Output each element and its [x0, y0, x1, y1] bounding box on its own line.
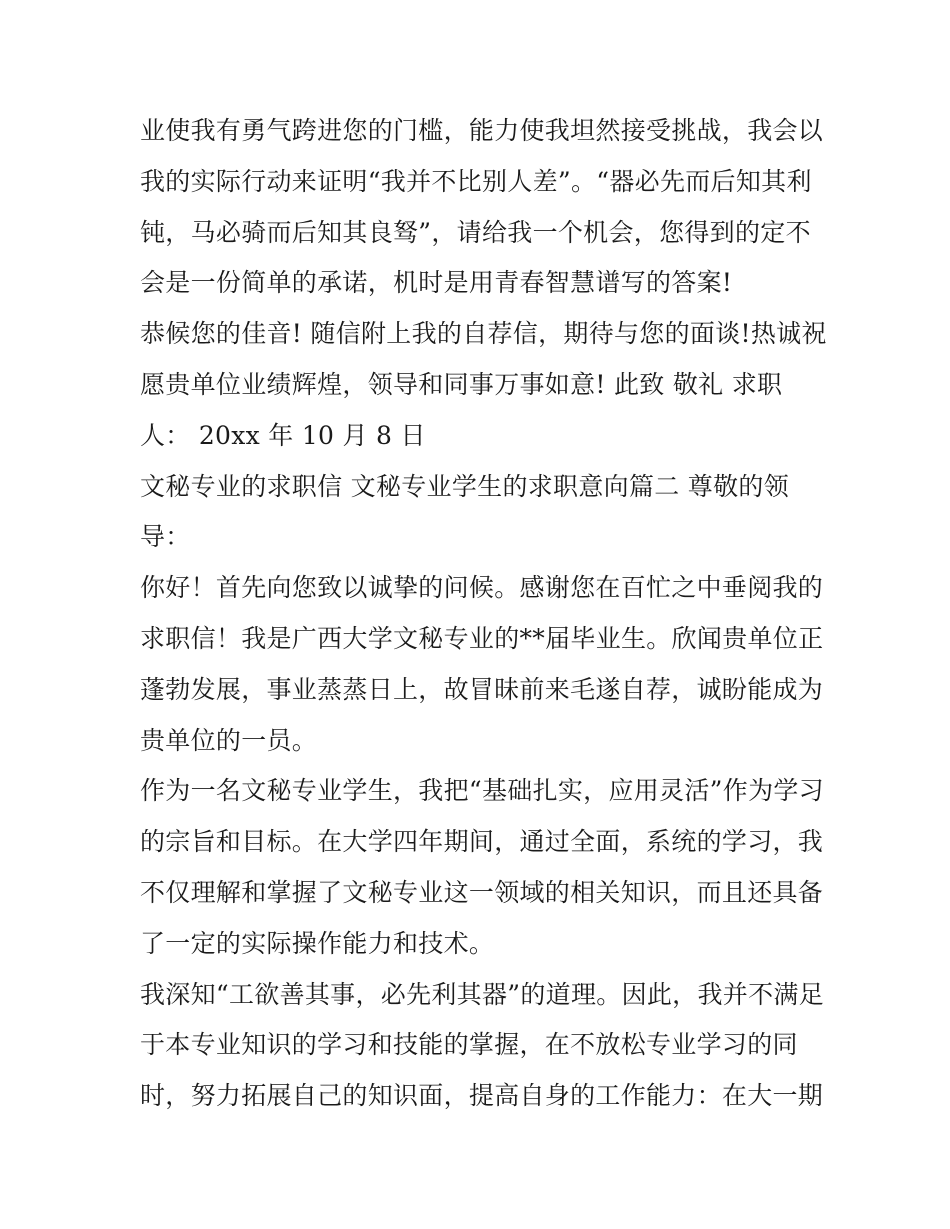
text-line: 贵单位的一员。 [140, 725, 318, 755]
signature-date-line: 人： 20xx 年 10 月 8 日 [140, 420, 426, 450]
text-line: 蓬勃发展，事业蒸蒸日上，故冒昧前来毛遂自荐，诚盼能成为 [140, 674, 824, 704]
text-line: 求职信！我是广西大学文秘专业的**届毕业生。欣闻贵单位正 [140, 623, 824, 653]
text-line: 的宗旨和目标。在大学四年期间，通过全面，系统的学习，我 [140, 827, 824, 857]
text-line: 愿贵单位业绩辉煌，领导和同事万事如意! 此致 敬礼 求职 [140, 369, 783, 399]
text-line: 我的实际行动来证明“我并不比别人差”。“器必先而后知其利 [140, 166, 812, 196]
text-line: 于本专业知识的学习和技能的掌握，在不放松专业学习的同 [140, 1030, 798, 1060]
text-line: 会是一份简单的承诺，机时是用青春智慧谱写的答案! [140, 268, 733, 298]
text-line: 业使我有勇气跨进您的门槛，能力使我坦然接受挑战，我会以 [140, 116, 824, 145]
text-line: 不仅理解和掌握了文秘专业这一领域的相关知识，而且还具备 [140, 877, 824, 907]
text-line: 作为一名文秘专业学生，我把“基础扎实，应用灵活”作为学习 [140, 776, 824, 806]
text-line: 我深知“工欲善其事，必先利其器”的道理。因此，我并不满足 [140, 979, 824, 1009]
body-text [140, 106, 827, 1122]
salutation-line: 导： [140, 522, 191, 552]
text-line: 了一定的实际操作能力和技术。 [140, 928, 495, 958]
section-heading-line: 文秘专业的求职信 文秘专业学生的求职意向篇二 尊敬的领 [140, 471, 789, 501]
text-line: 钝，马必骑而后知其良驽”，请给我一个机会，您得到的定不 [140, 217, 811, 247]
text-line: 时，努力拓展自己的知识面，提高自身的工作能力：在大一期 [140, 1081, 824, 1111]
text-line: 恭候您的佳音! 随信附上我的自荐信，期待与您的面谈!热诚祝 [140, 319, 827, 349]
text-line: 你好！首先向您致以诚挚的问候。感谢您在百忙之中垂阅我的 [140, 573, 824, 603]
